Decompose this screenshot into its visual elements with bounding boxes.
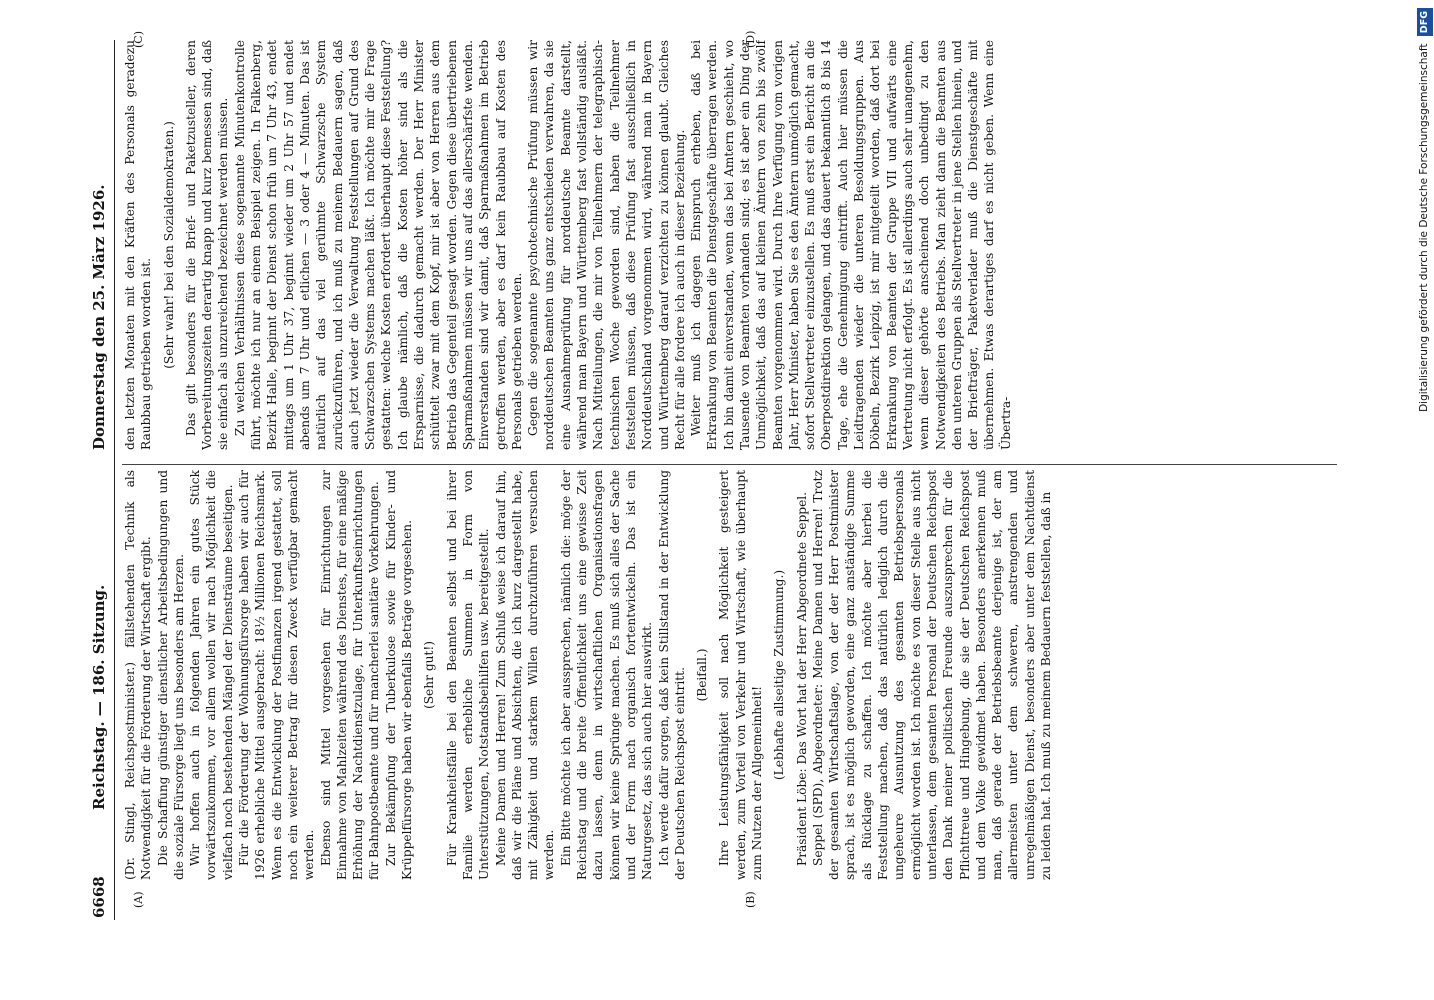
paragraph: Für die Förderung der Wohnungsfürsorge haben wir auch für 1926 erhebliche Mittel ausgebracht: 18½ Millionen Reichsmark. Wenn es die Entwicklung der Postfinanzen irgend gestattet, soll noch ein weiterer Betrag für diesen Zweck verfügbar gemacht werden. bbox=[237, 470, 317, 880]
paragraph: Seppel (SPD), Abgeordneter: Meine Damen und Herren! Trotz der gesamten Wirtschaftslage, von der der Herr Postminister sprach, ist es möglich geworden, eine ganz anständige Summe als Rücklage zu schaffen. Ich möchte aber hierbei die Feststellung machen, daß das natürlich lediglich durch die ungeheure Ausnutzung des gesamten Betriebspersonals ermöglicht worden ist. Ich möchte es von dieser Stelle aus nicht unterlassen, dem gesamten Personal der Deutschen Reichspost den Dank meiner politischen Freunde auszusprechen für die Pflichttreue und Hingebung, die sie der Deutschen Reichspost und dem Volke gewidmet haben. Besonders anerkennen muß man, daß gerade der Betriebsbeamte derjenige ist, der am allermeisten unter dem schweren, anstrengenden und unregelmäßigen Dienst, besonders aber unter dem Nachtdienst zu leiden hat. Ich muß zu meinem Bedauern feststellen, daß in bbox=[810, 470, 1054, 880]
page-number: 6668 bbox=[90, 876, 108, 918]
header-right-title: Donnerstag den 25. März 1926. bbox=[90, 184, 108, 450]
margin-mark-d: (D) bbox=[744, 30, 757, 48]
page-header bbox=[84, 40, 115, 920]
credit-text: Digitalisierung gefördert durch die Deutsche Forschungsgemeinschaft bbox=[1418, 43, 1430, 412]
margin-mark-a: (A) bbox=[132, 891, 145, 908]
paragraph: Ein Bitte möchte ich aber aussprechen, nämlich die: möge der Reichstag und die breite Öffentlichkeit uns eine gewisse Zeit dazu lassen, denn in wirtschaftlichen Organisationsfragen können wir keine Sprünge machen. Es muß sich alles der Sache und der Form nach organisch fortentwickeln. Das ist ein Naturgesetz, das sich auch hier auswirkt. bbox=[558, 470, 655, 880]
paragraph: Präsident Löbe: Das Wort hat der Herr Abgeordnete Seppel. bbox=[794, 491, 809, 866]
page-body bbox=[84, 30, 1344, 920]
credit-line bbox=[1416, 8, 1432, 698]
paragraph: Die Schaffung günstiger dienstlicher Arbeitsbedingungen und die soziale Fürsorge liegt uns besonders am Herzen. bbox=[155, 470, 186, 880]
column-divider bbox=[122, 464, 1337, 465]
paragraph: den letzten Monaten mit den Kräften des Personals geradezu Raubbau getrieben worden ist. bbox=[123, 40, 154, 450]
interjection: (Beifall.) bbox=[695, 648, 710, 702]
paragraph: Weiter muß ich dagegen Einspruch erheben, daß bei Erkrankung von Beamten die Dienstgeschäfte überragen werden. Ich bin damit einverstanden, wenn das bei Amtern geschieht, wo Tausende von Beamten vorhanden sind; es ist aber ein Ding der Unmöglichkeit, daß das auf kleinen Ämtern von zehn bis zwölf Beamten vorgenommen wird. Durch Ihre Verfügung vom vorigen Jahr, Herr Minister, haben Sie es den Ämtern unmöglich gemacht, sofort Stellvertreter einzustellen. Es muß erst ein Bericht an die Oberpostdirektion gelangen, und das dauert bekanntlich 8 bis 14 Tage, ehe die Genehmigung eintrifft. Auch hier müssen die Leidtragenden wieder die unteren Besoldungsgruppen. Aus Döbeln, Bezirk Leipzig, ist mir mitgeteilt worden, daß dort bei Erkrankung von Beamten der Gruppe VII und aufwärts eine Vertretung nicht erfolgt. Es ist allerdings auch sehr unangenehm, wenn dieser gehörte anscheinend doch unbedingt zu den Notwendigkeiten des Betriebs. Man zieht dann die Beamten aus den unteren Gruppen als Stellvertreter in jene Stellen hinein, und der Briefträger, Paketverlader muß die Dienstgeschäfte mit übernehmen. Etwas derartiges darf es nicht geben. Wenn eine Übertra- bbox=[689, 40, 1013, 450]
paragraph: Für Krankheitsfälle bei den Beamten selbst und bei ihrer Familie werden erhebliche Summen in Form von Unterstützungen, Notstandsbeihilfen usw. bereitgestellt. bbox=[444, 470, 492, 880]
dfg-logo: DFG bbox=[1417, 8, 1433, 36]
paragraph: Gegen die sogenannte psychotechnische Prüfung müssen wir norddeutschen Beamten uns ganz entschieden verwahren, da sie eine Ausnahmeprüfung für norddeutsche Beamte darstellt, während man Bayern und Württemberg fast vollständig ausläßt. Nach Mitteilungen, die mir von Teilnehmern der telegraphisch-technischen Woche geworden sind, haben die Teilnehmer feststellen müssen, daß diese Prüfung fast ausschließlich in Norddeutschland vorgenommen wird, während man in Bayern und Württemberg darauf verzichten zu können glaubt. Gleiches Recht für alle fordere ich auch in dieser Beziehung. bbox=[526, 40, 687, 450]
paragraph: Zu welchen Verhältnissen diese sogenannte Minutenkontrolle führt, möchte ich nur an einem Beispiel zeigen. In Falkenberg, Bezirk Halle, beginnt der Dienst schon früh um 7 Uhr 43, endet mittags um 1 Uhr 37, beginnt wieder um 2 Uhr 57 und endet abends um 7 Uhr und etlichen — 3 oder 4 — Minuten. Das ist natürlich auf das viel gerühmte Schwarzsche System zurückzuführen, und ich muß zu meinem Bedauern sagen, daß auch jetzt wieder die Verwaltung Feststellungen auf Grund des Schwarzschen Systems machen läßt. Ich möchte mir die Frage gestatten: welche Kosten erfordert überhaupt diese Feststellung? Ich glaube nämlich, daß die Kosten höher sind als die Ersparnisse, die dadurch gemacht werden. Der Herr Minister schüttelt zwar mit dem Kopf, mir ist aber von Herren aus dem Betrieb das Gegenteil gesagt worden. Gegen diese übertriebenen Sparmaßnahmen müssen wir uns auf das allerschärfste wenden. Einverstanden sind wir damit, daß Sparmaßnahmen im Betrieb getroffen werden, aber es darf kein Raubbau auf Kosten des Personals getrieben werden. bbox=[232, 40, 524, 450]
paragraph: Das gilt besonders für die Brief- und Paketzusteller, deren Vorbereitungszeiten derartig knapp und kurz bemessen sind, daß sie einfach als unzureichend bezeichnet werden müssen. bbox=[183, 40, 231, 450]
paragraph: Zur Bekämpfung der Tuberkulose sowie für Kinder- und Krüppelfürsorge haben wir ebenfalls Beträge vorgesehen. bbox=[383, 470, 415, 880]
header-left-title: Reichstag. — 186. Sitzung. bbox=[90, 584, 108, 810]
paragraph: Meine Damen und Herren! Zum Schluß weise ich darauf hin, daß wir die Pläne und Absichten, die ich kurz dargestellt habe, mit Zähigkeit und starkem Willen durchzuführen versuchen werden. bbox=[493, 470, 557, 880]
interjection: (Sehr gut!) bbox=[422, 640, 437, 710]
margin-mark-c: (C) bbox=[132, 31, 145, 48]
interjection: (Lebhafte allseitige Zustimmung.) bbox=[772, 569, 787, 781]
right-text-column bbox=[122, 40, 1337, 450]
interjection: (Sehr wahr! bei den Sozialdemokraten.) bbox=[161, 121, 176, 369]
paragraph: (Dr. Stingl, Reichspostminister.) fällstehenden Technik als Notwendigkeit für die Förderung der Wirtschaft ergibt. bbox=[123, 470, 154, 880]
paragraph: Wir hoffen auch in folgenden Jahren ein gutes Stück vorwärtszukommen, vor allem wollen wir nach Möglichkeit die vielfach noch bestehenden Mängel der Diensträume beseitigen. bbox=[188, 470, 235, 880]
paragraph: Ich werde dafür sorgen, daß kein Stillstand in der Entwicklung der Deutschen Reichspost eintritt. bbox=[656, 470, 687, 880]
digitization-credit bbox=[1416, 8, 1432, 698]
paragraph: Ebenso sind Mittel vorgesehen für Einrichtungen zur Einnahme von Mahlzeiten während des Dienstes, für eine mäßige Erhöhung der Nachtdienstzulage, für Unterkunftseinrichtungen für Bahnpostbeamte und für mancherlei sanitäre Vorkehrungen. bbox=[318, 470, 382, 880]
paragraph: Ihre Leistungsfähigkeit soll nach Möglichkeit gesteigert werden, zum Vorteil von Verkehr und Wirtschaft, wie überhaupt zum Nutzen der Allgemeinheit! bbox=[717, 470, 764, 880]
left-text-column bbox=[122, 470, 1337, 880]
margin-mark-b: (B) bbox=[744, 891, 757, 908]
